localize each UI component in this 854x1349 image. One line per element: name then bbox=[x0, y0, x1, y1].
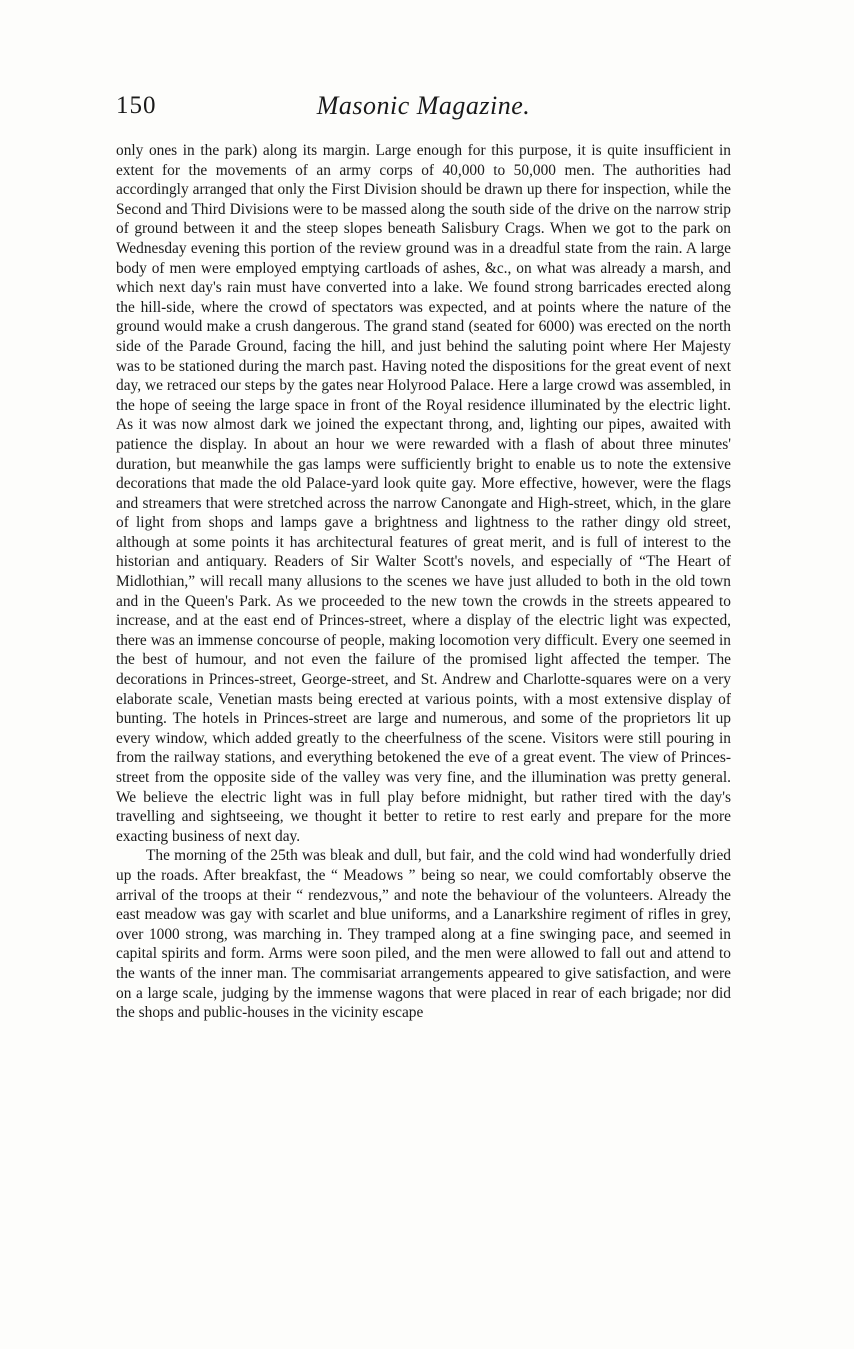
page-header bbox=[116, 88, 731, 124]
running-title: Masonic Magazine. bbox=[316, 91, 531, 120]
paragraph-2: The morning of the 25th was bleak and dull, but fair, and the cold wind had wonderfully dried up the roads. After breakfast, the “ Meadows ” being so near, we could comfortably observe the arrival of the troops at their “ rendezvous,” and note the behaviour of the volunteers. Already the east meadow was gay with scarlet and blue uniforms, and a Lanarkshire regiment of rifles in grey, over 1000 strong, was marching in. They tramped along at a fine swinging pace, and seemed in capital spirits and form. Arms were soon piled, and the men were allowed to fall out and attend to the wants of the inner man. The commisariat arrangements appeared to give satisfaction, and were on a large scale, judging by the immense wagons that were placed in rear of each brigade; nor did the shops and public-houses in the vicinity escape bbox=[116, 847, 731, 1022]
page-number: 150 bbox=[116, 92, 157, 119]
paragraph-1: only ones in the park) along its margin. Large enough for this purpose, it is quite insufficient in extent for the movements of an army corps of 40,000 to 50,000 men. The authorities had accordingly arranged that only the First Division should be drawn up there for inspection, while the Second and Third Divisions were to be massed along the south side of the drive on the narrow strip of ground between it and the steep slopes beneath Salisbury Crags. When we got to the park on Wednesday evening this portion of the review ground was in a dreadful state from the rain. A large body of men were employed emptying cartloads of ashes, &c., on what was already a marsh, and which next day's rain must have converted into a lake. We found strong barricades erected along the hill-side, where the crowd of spectators was expected, and at points where the nature of the ground would make a crush dangerous. The grand stand (seated for 6000) was erected on the north side of the Parade Ground, facing the hill, and just behind the saluting point where Her Majesty was to be stationed during the march past. Having noted the dispositions for the great event of next day, we retraced our steps by the gates near Holyrood Palace. Here a large crowd was assembled, in the hope of seeing the large space in front of the Royal residence illuminated by the electric light. As it was now almost dark we joined the expectant throng, and, lighting our pipes, awaited with patience the display. In about an hour we were rewarded with a flash of about three minutes' duration, but meanwhile the gas lamps were sufficiently bright to enable us to note the extensive decorations that made the old Palace-yard look quite gay. More effective, however, were the flags and streamers that were stretched across the narrow Canongate and High-street, which, in the glare of light from shops and lamps gave a brightness and lightness to the rather dingy old street, although at some points it has architectural features of great merit, and is full of interest to the historian and antiquary. Readers of Sir Walter Scott's novels, and especially of “The Heart of Midlothian,” will recall many allusions to the scenes we have just alluded to both in the old town and in the Queen's Park. As we proceeded to the new town the crowds in the streets appeared to increase, and at the east end of Princes-street, where a display of the electric light was expected, there was an immense concourse of people, making locomotion very difficult. Every one seemed in the best of humour, and not even the failure of the promised light affected the temper. The decorations in Princes-street, George-street, and St. Andrew and Charlotte-squares were on a very elaborate scale, Venetian masts being erected at various points, with a most extensive display of bunting. The hotels in Princes-street are large and numerous, and some of the proprietors lit up every window, which added greatly to the cheerfulness of the scene. Visitors were still pouring in from the railway stations, and everything betokened the eve of a great event. The view of Princes-street from the opposite side of the valley was very fine, and the illumination was pretty general. We believe the electric light was in full play before midnight, but rather tired with the day's travelling and sightseeing, we thought it better to retire to rest early and prepare for the more exacting business of next day. bbox=[116, 142, 731, 845]
article-body bbox=[116, 141, 731, 1301]
